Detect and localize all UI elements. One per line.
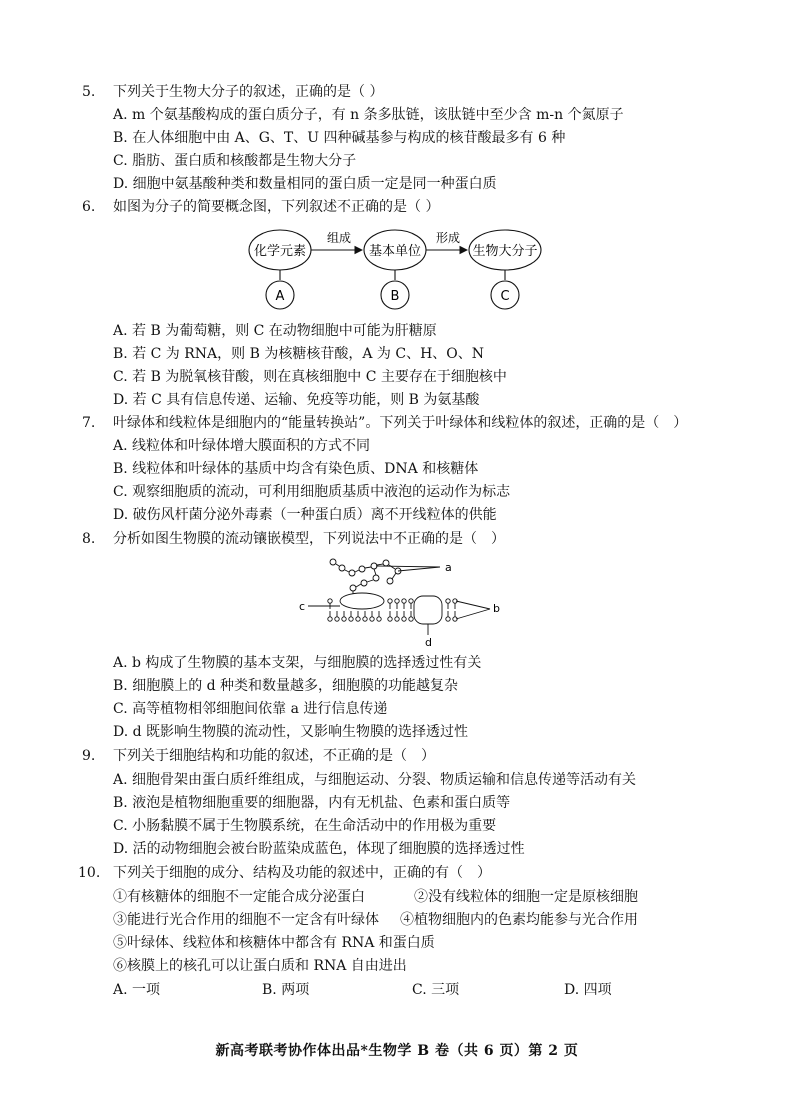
q10-statement-6: ⑥核膜上的核孔可以让蛋白质和 RNA 自由进出 bbox=[113, 958, 407, 974]
q8-option-b: B. 细胞膜上的 d 种类和数量越多，细胞膜的功能越复杂 bbox=[113, 678, 459, 694]
q8-number: 8. bbox=[82, 531, 96, 547]
q6-stem: 如图为分子的简要概念图，下列叙述不正确的是（ ） bbox=[113, 199, 440, 215]
q10-statement-5: ⑤叶绿体、线粒体和核糖体中都含有 RNA 和蛋白质 bbox=[113, 935, 435, 951]
q7-stem: 叶绿体和线粒体是细胞内的“能量转换站”。下列关于叶绿体和线粒体的叙述，正确的是（ ） bbox=[113, 415, 688, 431]
arrow-compose-label: 组成 bbox=[326, 231, 352, 245]
q10-choice-a: A. 一项 bbox=[113, 982, 161, 998]
q9-stem: 下列关于细胞结构和功能的叙述，不正确的是（ ） bbox=[113, 748, 435, 764]
circle-b-label: B bbox=[390, 289, 400, 304]
q5-number: 5. bbox=[82, 84, 96, 100]
q10-statement-1: ①有核糖体的细胞不一定能合成分泌蛋白 bbox=[113, 889, 365, 905]
label-a: a bbox=[445, 561, 452, 574]
q9-option-c: C. 小肠黏膜不属于生物膜系统，在生命活动中的作用极为重要 bbox=[113, 818, 497, 834]
q6-option-c: C. 若 B 为脱氧核苷酸，则在真核细胞中 C 主要存在于细胞核中 bbox=[113, 369, 507, 385]
q5-option-b: B. 在人体细胞中由 A、G、T、U 四种碱基参与构成的核苷酸最多有 6 种 bbox=[113, 130, 566, 146]
phospholipid-bottom-row bbox=[328, 611, 457, 621]
q9-option-d: D. 活的动物细胞会被台盼蓝染成蓝色，体现了细胞膜的选择透过性 bbox=[113, 841, 525, 857]
q8-stem: 分析如图生物膜的流动镶嵌模型，下列说法中不正确的是（ ） bbox=[113, 531, 505, 547]
q10-choice-c: C. 三项 bbox=[412, 982, 460, 998]
q10-choice-b: B. 两项 bbox=[262, 982, 310, 998]
q10-statement-4: ④植物细胞内的色素均能参与光合作用 bbox=[400, 912, 638, 928]
node-elements-label: 化学元素 bbox=[253, 244, 307, 259]
label-b: b bbox=[493, 602, 500, 615]
q6-option-d: D. 若 C 具有信息传递、运输、免疫等功能，则 B 为氨基酸 bbox=[113, 392, 480, 408]
q6-number: 6. bbox=[82, 199, 96, 215]
membrane-model-diagram bbox=[290, 553, 500, 649]
q9-option-a: A. 细胞骨架由蛋白质纤维组成，与细胞运动、分裂、物质运输和信息传递等活动有关 bbox=[113, 772, 637, 788]
q8-option-c: C. 高等植物相邻细胞间依靠 a 进行信息传递 bbox=[113, 701, 388, 717]
q9-number: 9. bbox=[82, 748, 96, 764]
transmembrane-protein bbox=[414, 596, 442, 624]
q9-option-b: B. 液泡是植物细胞重要的细胞器，内有无机盐、色素和蛋白质等 bbox=[113, 795, 511, 811]
page-footer: 新高考联考协作体出品*生物学 B 卷（共 6 页）第 2 页 bbox=[215, 1043, 579, 1059]
q6-option-b: B. 若 C 为 RNA，则 B 为核糖核苷酸，A 为 C、H、O、N bbox=[113, 346, 484, 362]
q8-option-d: D. d 既影响生物膜的流动性，又影响生物膜的选择透过性 bbox=[113, 724, 469, 740]
sugar-chain-bead bbox=[330, 559, 336, 565]
circle-c-label: C bbox=[500, 289, 510, 304]
q10-statement-3: ③能进行光合作用的细胞不一定含有叶绿体 bbox=[113, 912, 379, 928]
q5-option-c: C. 脂肪、蛋白质和核酸都是生物大分子 bbox=[113, 153, 357, 169]
concept-map-diagram bbox=[240, 222, 580, 320]
q5-option-d: D. 细胞中氨基酸种类和数量相同的蛋白质一定是同一种蛋白质 bbox=[113, 176, 497, 192]
q10-choice-d: D. 四项 bbox=[564, 982, 612, 998]
q7-number: 7. bbox=[82, 415, 96, 431]
q7-option-c: C. 观察细胞质的流动，可利用细胞质基质中液泡的运动作为标志 bbox=[113, 484, 511, 500]
phospholipid-top-row bbox=[328, 599, 457, 609]
label-c: c bbox=[299, 600, 306, 613]
node-units-label: 基本单位 bbox=[368, 244, 422, 259]
q7-option-a: A. 线粒体和叶绿体增大膜面积的方式不同 bbox=[113, 438, 371, 454]
q7-option-b: B. 线粒体和叶绿体的基质中均含有染色质、DNA 和核糖体 bbox=[113, 461, 479, 477]
q5-stem: 下列关于生物大分子的叙述，正确的是（ ） bbox=[113, 84, 384, 100]
q8-option-a: A. b 构成了生物膜的基本支架，与细胞膜的选择透过性有关 bbox=[113, 655, 482, 671]
node-macromolecule-label: 生物大分子 bbox=[472, 244, 538, 259]
glycoprotein-oval bbox=[340, 593, 384, 609]
q10-statement-2: ②没有线粒体的细胞一定是原核细胞 bbox=[414, 889, 638, 905]
q10-stem: 下列关于细胞的成分、结构及功能的叙述中，正确的有（ ） bbox=[113, 865, 491, 881]
arrow-form-label: 形成 bbox=[435, 231, 461, 245]
q5-option-a: A. m 个氨基酸构成的蛋白质分子，有 n 条多肽链，该肽链中至少含 m-n 个氮原子 bbox=[113, 107, 624, 123]
q6-option-a: A. 若 B 为葡萄糖，则 C 在动物细胞中可能为肝糖原 bbox=[113, 323, 437, 339]
circle-a-label: A bbox=[275, 289, 285, 304]
label-d: d bbox=[425, 636, 432, 649]
q7-option-d: D. 破伤风杆菌分泌外毒素（一种蛋白质）离不开线粒体的供能 bbox=[113, 507, 497, 523]
q10-number: 10. bbox=[78, 865, 101, 881]
